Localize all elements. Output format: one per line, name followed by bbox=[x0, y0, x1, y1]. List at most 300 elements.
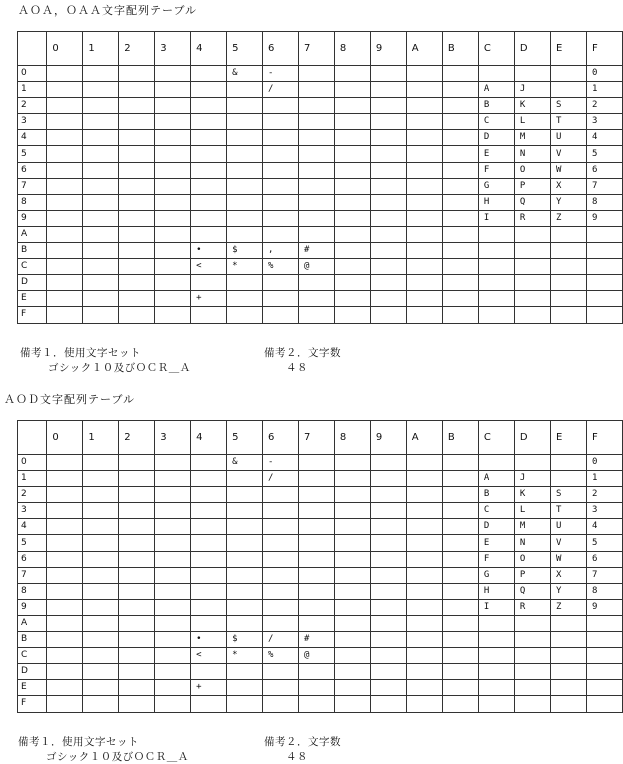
char-cell: / bbox=[263, 632, 299, 648]
char-cell bbox=[334, 130, 370, 146]
column-header: 8 bbox=[334, 32, 370, 66]
table-row bbox=[18, 162, 623, 178]
char-cell bbox=[227, 194, 263, 210]
char-cell bbox=[191, 82, 227, 98]
char-cell bbox=[227, 615, 263, 631]
char-cell bbox=[155, 471, 191, 487]
table-row bbox=[18, 664, 623, 680]
char-cell bbox=[478, 632, 514, 648]
char-cell: S bbox=[551, 487, 587, 503]
char-cell bbox=[334, 307, 370, 323]
char-cell bbox=[586, 259, 622, 275]
char-cell bbox=[370, 535, 406, 551]
char-cell bbox=[227, 210, 263, 226]
char-cell bbox=[83, 275, 119, 291]
char-cell bbox=[478, 615, 514, 631]
row-header: 5 bbox=[18, 535, 47, 551]
char-cell bbox=[551, 680, 587, 696]
char-cell bbox=[47, 455, 83, 471]
table-row bbox=[18, 243, 623, 259]
char-cell bbox=[155, 194, 191, 210]
row-header: 1 bbox=[18, 82, 47, 98]
char-cell: I bbox=[478, 599, 514, 615]
table-row bbox=[18, 583, 623, 599]
char-cell: B bbox=[478, 487, 514, 503]
char-cell: 0 bbox=[586, 66, 622, 82]
char-cell: D bbox=[478, 130, 514, 146]
row-header: 2 bbox=[18, 487, 47, 503]
char-cell bbox=[155, 680, 191, 696]
char-cell bbox=[191, 583, 227, 599]
char-cell bbox=[47, 648, 83, 664]
char-cell bbox=[119, 66, 155, 82]
header-row bbox=[18, 421, 623, 455]
char-cell bbox=[155, 664, 191, 680]
row-header: B bbox=[18, 243, 47, 259]
char-cell bbox=[298, 583, 334, 599]
char-cell bbox=[155, 648, 191, 664]
char-cell: 7 bbox=[586, 567, 622, 583]
note2-label: 備考２．文字数 bbox=[264, 736, 341, 748]
char-cell bbox=[406, 664, 442, 680]
char-cell bbox=[119, 551, 155, 567]
note1-value: ゴシック１０及びＯＣＲ＿Ａ bbox=[46, 751, 189, 763]
char-cell bbox=[370, 243, 406, 259]
char-cell: 8 bbox=[586, 194, 622, 210]
char-cell bbox=[442, 146, 478, 162]
char-cell bbox=[442, 615, 478, 631]
char-cell bbox=[442, 275, 478, 291]
char-cell bbox=[514, 226, 550, 242]
char-cell bbox=[227, 307, 263, 323]
char-cell bbox=[298, 66, 334, 82]
char-cell bbox=[119, 519, 155, 535]
char-cell bbox=[478, 664, 514, 680]
char-cell: - bbox=[263, 66, 299, 82]
char-cell bbox=[83, 243, 119, 259]
char-cell bbox=[406, 487, 442, 503]
char-cell: M bbox=[514, 130, 550, 146]
row-header: 1 bbox=[18, 471, 47, 487]
char-cell bbox=[155, 519, 191, 535]
char-cell bbox=[442, 487, 478, 503]
row-header: A bbox=[18, 226, 47, 242]
char-cell bbox=[370, 503, 406, 519]
char-cell bbox=[263, 291, 299, 307]
char-cell bbox=[334, 243, 370, 259]
column-header: 5 bbox=[227, 32, 263, 66]
char-cell bbox=[263, 130, 299, 146]
char-cell: N bbox=[514, 535, 550, 551]
char-cell bbox=[83, 680, 119, 696]
char-cell bbox=[406, 455, 442, 471]
char-cell bbox=[586, 648, 622, 664]
char-cell: N bbox=[514, 146, 550, 162]
char-cell: B bbox=[478, 98, 514, 114]
char-cell bbox=[406, 599, 442, 615]
char-cell bbox=[298, 146, 334, 162]
char-cell bbox=[47, 259, 83, 275]
char-cell bbox=[263, 551, 299, 567]
char-cell bbox=[155, 567, 191, 583]
char-cell bbox=[47, 291, 83, 307]
char-table bbox=[17, 420, 623, 713]
note1-value: ゴシック１０及びＯＣＲ＿Ａ bbox=[48, 362, 191, 374]
table-row bbox=[18, 503, 623, 519]
table-row bbox=[18, 696, 623, 712]
char-cell bbox=[83, 648, 119, 664]
char-cell: / bbox=[263, 82, 299, 98]
table-row bbox=[18, 648, 623, 664]
char-cell bbox=[119, 243, 155, 259]
char-cell: M bbox=[514, 519, 550, 535]
table-row bbox=[18, 194, 623, 210]
char-cell bbox=[83, 535, 119, 551]
row-header: 0 bbox=[18, 66, 47, 82]
char-cell: O bbox=[514, 551, 550, 567]
row-header: 8 bbox=[18, 194, 47, 210]
char-cell bbox=[155, 226, 191, 242]
char-cell: X bbox=[551, 567, 587, 583]
char-cell bbox=[406, 567, 442, 583]
char-cell: O bbox=[514, 162, 550, 178]
char-cell bbox=[83, 162, 119, 178]
char-cell bbox=[298, 567, 334, 583]
char-cell bbox=[551, 82, 587, 98]
char-cell bbox=[47, 471, 83, 487]
char-cell bbox=[191, 599, 227, 615]
char-cell: L bbox=[514, 503, 550, 519]
char-cell bbox=[155, 551, 191, 567]
char-cell bbox=[551, 696, 587, 712]
char-cell bbox=[442, 210, 478, 226]
char-cell bbox=[514, 291, 550, 307]
table-row bbox=[18, 210, 623, 226]
char-cell bbox=[514, 275, 550, 291]
char-cell bbox=[406, 680, 442, 696]
column-header: 1 bbox=[83, 32, 119, 66]
char-cell: C bbox=[478, 114, 514, 130]
char-cell bbox=[191, 551, 227, 567]
column-header: E bbox=[551, 421, 587, 455]
char-cell bbox=[586, 696, 622, 712]
char-cell bbox=[298, 615, 334, 631]
char-cell: E bbox=[478, 146, 514, 162]
char-cell bbox=[442, 226, 478, 242]
char-cell bbox=[227, 82, 263, 98]
char-cell bbox=[298, 680, 334, 696]
char-cell bbox=[298, 664, 334, 680]
char-cell: A bbox=[478, 471, 514, 487]
row-header: 3 bbox=[18, 503, 47, 519]
char-cell: R bbox=[514, 210, 550, 226]
char-cell bbox=[586, 680, 622, 696]
char-cell bbox=[298, 291, 334, 307]
char-cell bbox=[155, 455, 191, 471]
char-cell bbox=[47, 114, 83, 130]
char-cell bbox=[155, 162, 191, 178]
char-cell bbox=[155, 210, 191, 226]
table-row bbox=[18, 291, 623, 307]
char-cell bbox=[155, 82, 191, 98]
column-header: 8 bbox=[334, 421, 370, 455]
char-cell bbox=[119, 599, 155, 615]
row-header: 5 bbox=[18, 146, 47, 162]
char-cell: F bbox=[478, 162, 514, 178]
char-cell bbox=[83, 471, 119, 487]
char-cell bbox=[298, 487, 334, 503]
char-cell bbox=[263, 194, 299, 210]
char-cell bbox=[298, 551, 334, 567]
row-header: 3 bbox=[18, 114, 47, 130]
char-cell bbox=[119, 307, 155, 323]
char-cell: J bbox=[514, 82, 550, 98]
char-cell bbox=[586, 226, 622, 242]
note2-value: ４８ bbox=[286, 362, 308, 374]
char-cell bbox=[406, 162, 442, 178]
char-cell bbox=[551, 471, 587, 487]
char-cell bbox=[227, 226, 263, 242]
note2-label: 備考２．文字数 bbox=[264, 347, 341, 359]
char-cell bbox=[47, 664, 83, 680]
char-cell: 4 bbox=[586, 130, 622, 146]
char-cell bbox=[83, 599, 119, 615]
char-cell bbox=[334, 114, 370, 130]
char-cell bbox=[119, 583, 155, 599]
char-cell bbox=[83, 487, 119, 503]
char-cell bbox=[227, 519, 263, 535]
char-cell bbox=[370, 162, 406, 178]
char-cell bbox=[227, 696, 263, 712]
char-cell bbox=[227, 130, 263, 146]
char-cell: F bbox=[478, 551, 514, 567]
char-cell: P bbox=[514, 567, 550, 583]
column-header: D bbox=[514, 421, 550, 455]
table-row bbox=[18, 66, 623, 82]
row-header: 6 bbox=[18, 162, 47, 178]
char-cell bbox=[263, 487, 299, 503]
char-cell bbox=[191, 664, 227, 680]
char-cell bbox=[442, 98, 478, 114]
column-header: D bbox=[514, 32, 550, 66]
char-cell bbox=[514, 648, 550, 664]
char-cell bbox=[370, 210, 406, 226]
char-cell bbox=[119, 680, 155, 696]
char-cell: U bbox=[551, 519, 587, 535]
char-cell bbox=[191, 275, 227, 291]
char-cell bbox=[47, 275, 83, 291]
char-cell bbox=[298, 210, 334, 226]
char-cell: W bbox=[551, 162, 587, 178]
table-row bbox=[18, 567, 623, 583]
char-cell bbox=[191, 178, 227, 194]
table-row bbox=[18, 599, 623, 615]
char-cell bbox=[119, 455, 155, 471]
char-cell bbox=[83, 615, 119, 631]
char-cell bbox=[119, 632, 155, 648]
char-cell bbox=[442, 178, 478, 194]
char-cell bbox=[47, 146, 83, 162]
char-cell bbox=[334, 210, 370, 226]
char-cell: 6 bbox=[586, 551, 622, 567]
char-cell: & bbox=[227, 455, 263, 471]
column-header: 7 bbox=[298, 32, 334, 66]
char-cell bbox=[370, 98, 406, 114]
char-cell bbox=[334, 66, 370, 82]
char-cell bbox=[119, 210, 155, 226]
char-cell bbox=[406, 583, 442, 599]
char-cell bbox=[155, 98, 191, 114]
char-cell: A bbox=[478, 82, 514, 98]
char-cell bbox=[263, 114, 299, 130]
char-cell bbox=[119, 615, 155, 631]
char-cell: $ bbox=[227, 632, 263, 648]
char-cell bbox=[119, 130, 155, 146]
column-header: 4 bbox=[191, 421, 227, 455]
note1-label: 備考１．使用文字セット bbox=[18, 736, 139, 748]
table-row bbox=[18, 259, 623, 275]
section-title: ＡＯＡ，ＯＡＡ文字配列テーブル bbox=[18, 4, 198, 17]
char-cell bbox=[334, 226, 370, 242]
char-cell bbox=[478, 696, 514, 712]
char-cell bbox=[263, 503, 299, 519]
char-cell: 0 bbox=[586, 455, 622, 471]
char-cell: J bbox=[514, 471, 550, 487]
column-header: 2 bbox=[119, 421, 155, 455]
table-row bbox=[18, 82, 623, 98]
char-cell bbox=[298, 599, 334, 615]
char-cell: 7 bbox=[586, 178, 622, 194]
char-cell: H bbox=[478, 583, 514, 599]
char-cell bbox=[119, 226, 155, 242]
char-cell bbox=[227, 291, 263, 307]
char-cell bbox=[227, 146, 263, 162]
char-cell bbox=[119, 162, 155, 178]
char-cell bbox=[155, 696, 191, 712]
char-cell bbox=[263, 535, 299, 551]
char-cell bbox=[514, 259, 550, 275]
row-header: E bbox=[18, 291, 47, 307]
char-cell bbox=[370, 567, 406, 583]
table-row bbox=[18, 455, 623, 471]
char-cell bbox=[227, 471, 263, 487]
char-cell bbox=[191, 487, 227, 503]
char-cell bbox=[83, 98, 119, 114]
char-cell bbox=[406, 632, 442, 648]
row-header: B bbox=[18, 632, 47, 648]
row-header: 7 bbox=[18, 178, 47, 194]
char-cell: • bbox=[191, 243, 227, 259]
char-cell bbox=[191, 535, 227, 551]
char-cell bbox=[155, 632, 191, 648]
char-table bbox=[17, 31, 623, 324]
char-cell bbox=[334, 146, 370, 162]
char-cell bbox=[370, 648, 406, 664]
char-cell: 9 bbox=[586, 210, 622, 226]
table-row bbox=[18, 632, 623, 648]
column-header: 2 bbox=[119, 32, 155, 66]
char-cell bbox=[47, 615, 83, 631]
char-cell bbox=[155, 503, 191, 519]
char-cell bbox=[298, 114, 334, 130]
row-header: C bbox=[18, 648, 47, 664]
char-cell bbox=[298, 194, 334, 210]
char-cell bbox=[47, 66, 83, 82]
char-cell: T bbox=[551, 503, 587, 519]
row-header: F bbox=[18, 307, 47, 323]
char-cell bbox=[334, 519, 370, 535]
char-cell bbox=[334, 696, 370, 712]
row-header: A bbox=[18, 615, 47, 631]
row-header: 7 bbox=[18, 567, 47, 583]
char-cell bbox=[227, 162, 263, 178]
char-cell: Y bbox=[551, 194, 587, 210]
char-cell: < bbox=[191, 648, 227, 664]
table-row bbox=[18, 98, 623, 114]
char-cell bbox=[406, 146, 442, 162]
char-cell bbox=[155, 259, 191, 275]
char-cell: < bbox=[191, 259, 227, 275]
char-cell bbox=[191, 98, 227, 114]
char-cell bbox=[406, 178, 442, 194]
column-header: 5 bbox=[227, 421, 263, 455]
table-row bbox=[18, 615, 623, 631]
char-cell bbox=[47, 551, 83, 567]
char-cell bbox=[47, 243, 83, 259]
char-cell: @ bbox=[298, 648, 334, 664]
char-cell bbox=[334, 291, 370, 307]
char-cell bbox=[83, 130, 119, 146]
char-cell: + bbox=[191, 291, 227, 307]
table-row bbox=[18, 130, 623, 146]
char-cell: 3 bbox=[586, 503, 622, 519]
row-header: 2 bbox=[18, 98, 47, 114]
char-cell bbox=[406, 226, 442, 242]
char-cell bbox=[298, 130, 334, 146]
char-cell: G bbox=[478, 567, 514, 583]
note1-label: 備考１．使用文字セット bbox=[20, 347, 141, 359]
char-cell bbox=[83, 503, 119, 519]
char-cell bbox=[551, 664, 587, 680]
char-cell bbox=[227, 664, 263, 680]
char-cell bbox=[334, 615, 370, 631]
header-row bbox=[18, 32, 623, 66]
char-cell bbox=[514, 243, 550, 259]
char-cell bbox=[47, 130, 83, 146]
char-cell bbox=[551, 243, 587, 259]
char-cell bbox=[263, 583, 299, 599]
char-cell bbox=[83, 66, 119, 82]
char-cell bbox=[370, 291, 406, 307]
table-row bbox=[18, 275, 623, 291]
row-header: F bbox=[18, 696, 47, 712]
char-cell bbox=[298, 535, 334, 551]
char-cell bbox=[406, 535, 442, 551]
row-header: 0 bbox=[18, 455, 47, 471]
char-cell bbox=[83, 551, 119, 567]
char-cell bbox=[191, 471, 227, 487]
char-cell: U bbox=[551, 130, 587, 146]
char-cell bbox=[83, 583, 119, 599]
column-header: B bbox=[442, 421, 478, 455]
char-cell: L bbox=[514, 114, 550, 130]
char-cell bbox=[83, 664, 119, 680]
char-cell bbox=[551, 259, 587, 275]
char-cell: $ bbox=[227, 243, 263, 259]
char-cell bbox=[227, 275, 263, 291]
char-cell bbox=[442, 680, 478, 696]
char-cell: 2 bbox=[586, 98, 622, 114]
